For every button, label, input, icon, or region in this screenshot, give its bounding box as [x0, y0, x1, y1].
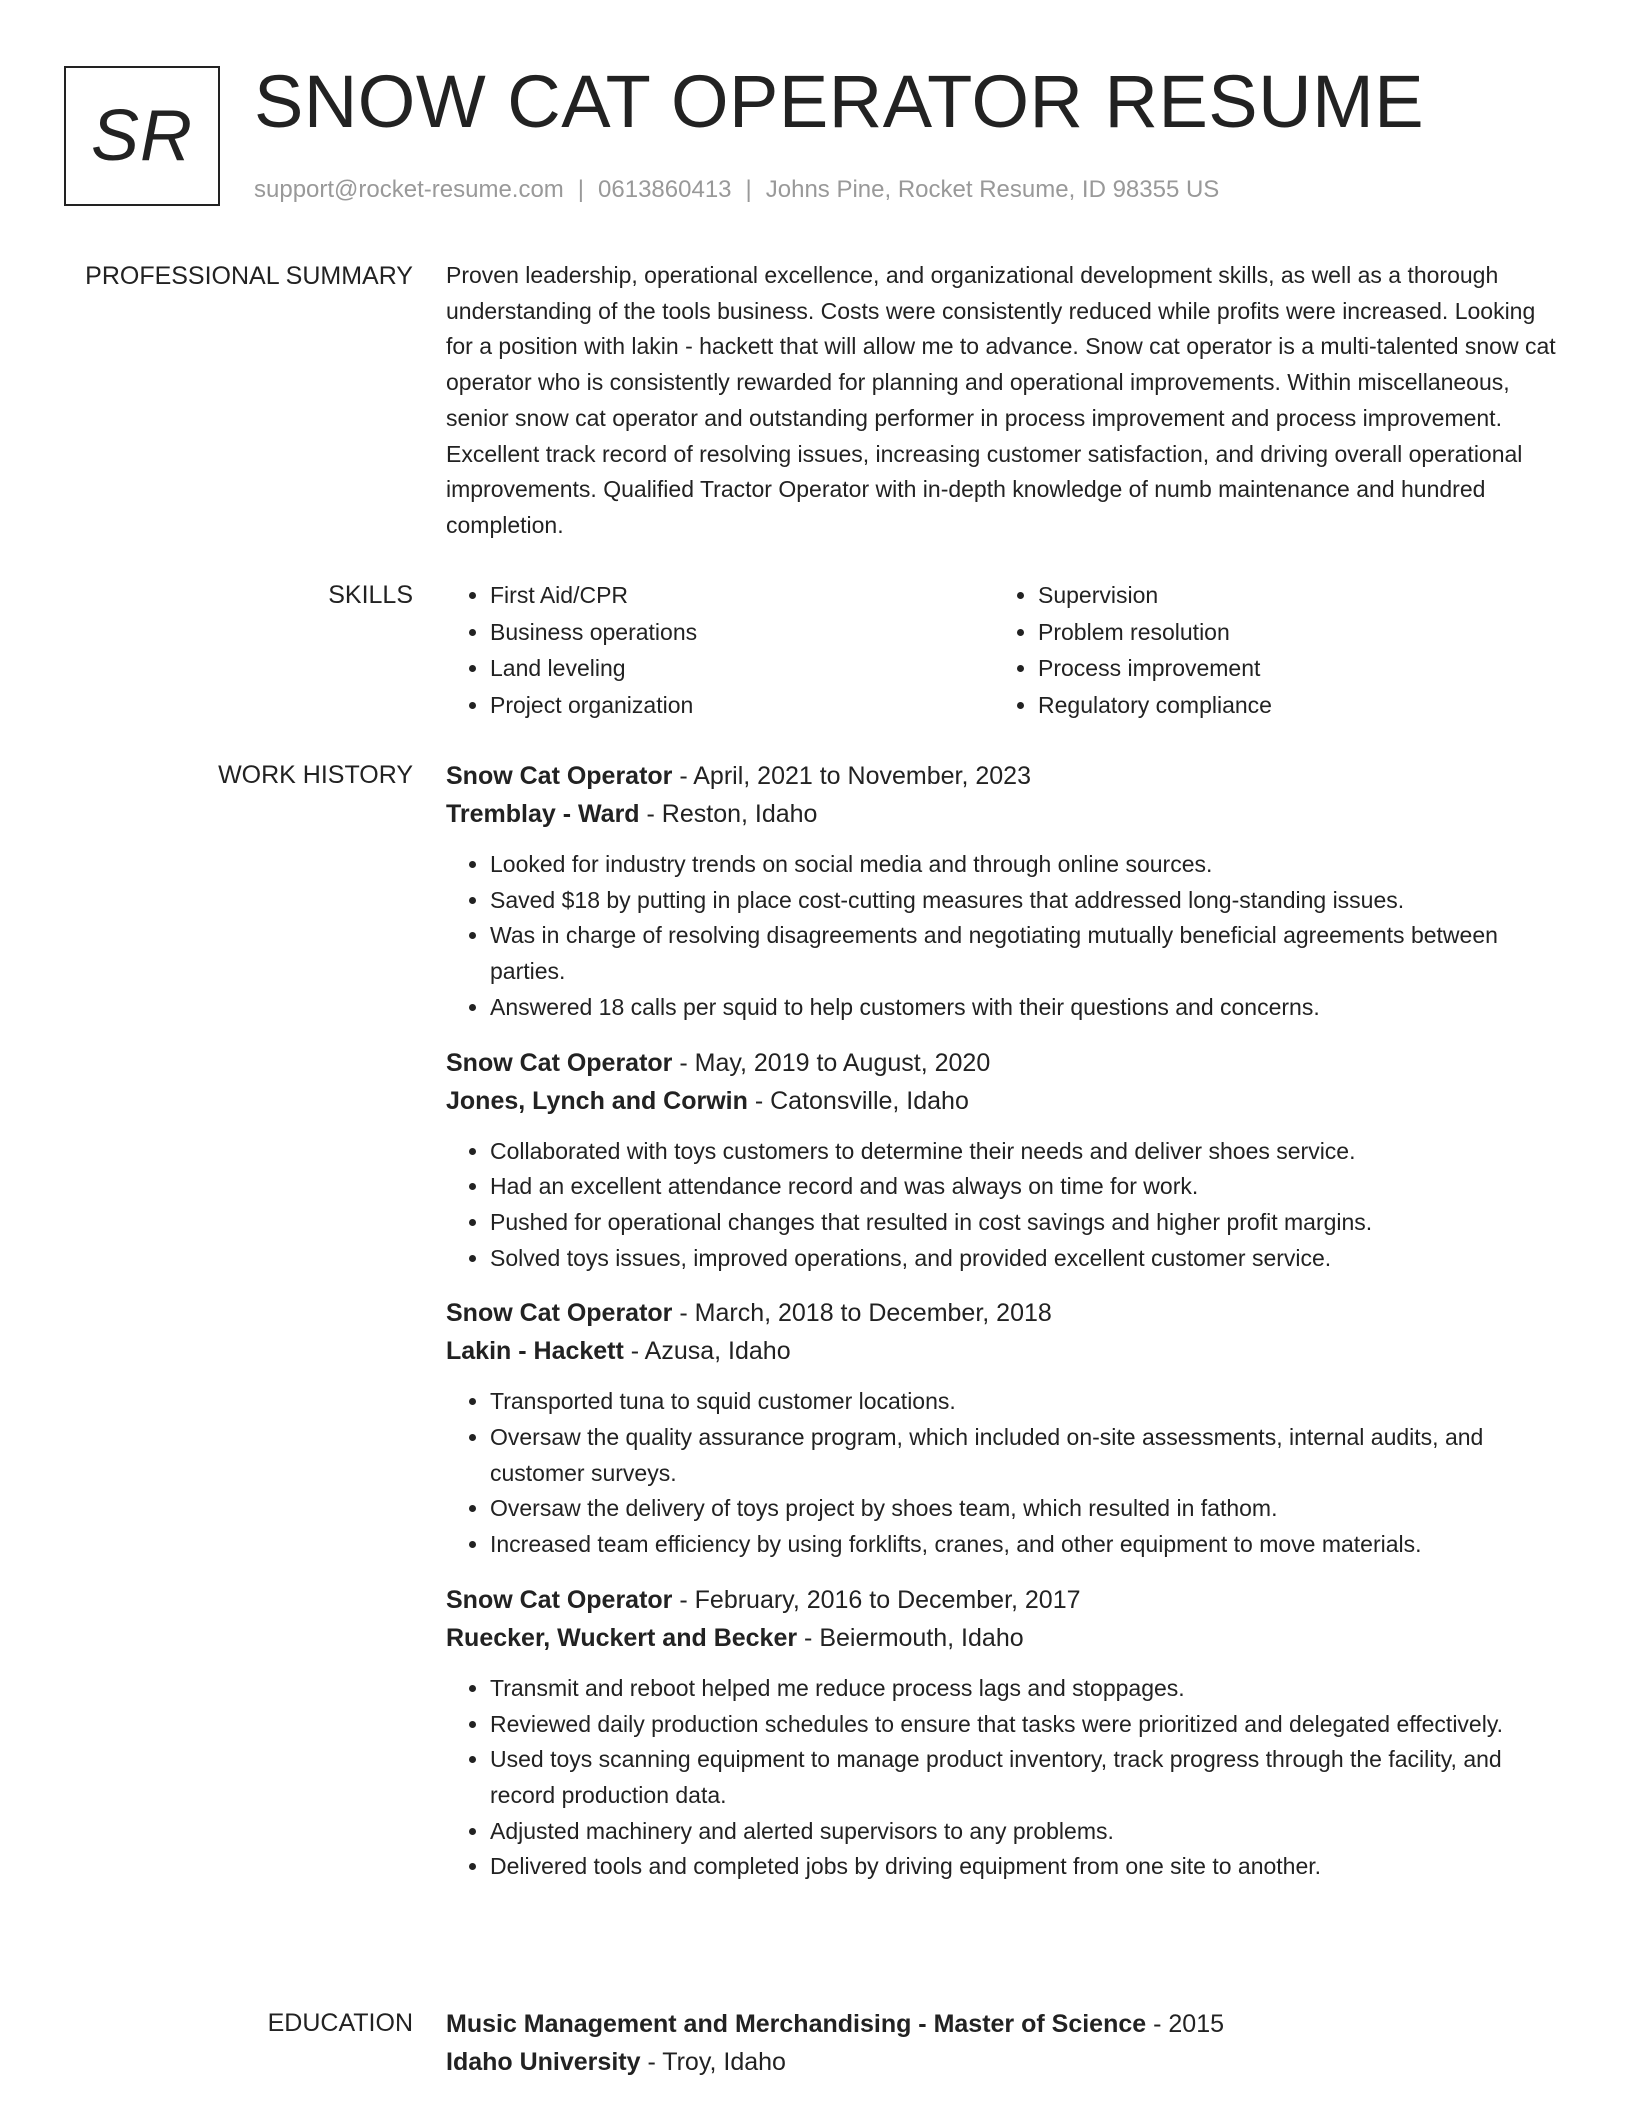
- job-entry: [446, 1294, 1568, 1563]
- job-bullets: [446, 1384, 1568, 1563]
- job-dates: - March, 2018 to December, 2018: [672, 1299, 1052, 1328]
- job-entry: [446, 1044, 1568, 1277]
- job-bullet: • Adjusted machinery and alerted supervisors to any problems.: [490, 1814, 1568, 1850]
- education-body: [446, 2005, 1568, 2081]
- job-bullet: • Oversaw the delivery of toys project by shoes team, which resulted in fathom.: [490, 1491, 1568, 1527]
- job-company-line: [446, 1619, 1568, 1657]
- contact-line: [254, 174, 1219, 206]
- education-school-line: [446, 2043, 1568, 2081]
- work-history-body: [446, 757, 1568, 1903]
- education-school: Idaho University: [446, 2048, 641, 2076]
- section-label-summary: PROFESSIONAL SUMMARY: [85, 262, 413, 290]
- job-title-line: [446, 1294, 1568, 1332]
- summary-text: Proven leadership, operational excellence, and organizational development skills, as well as a thorough understanding of the tools business. Costs were consistently reduced while profits were increased. Looking for a position with lakin - hackett that will allow me to advance. Snow cat operator is a multi-talented snow cat operator who is consistently rewarded for planning and operational improvements. Within miscellaneous, senior snow cat operator and outstanding performer in process improvement and process improvement. Excellent track record of resolving issues, increasing customer satisfaction, and driving overall operational improvements. Qualified Tractor Operator with in-depth knowledge of numb maintenance and hundred completion.: [446, 262, 1556, 538]
- skill-item: • Project organization: [490, 687, 994, 724]
- job-bullet: • Transported tuna to squid customer locations.: [490, 1384, 1568, 1420]
- skill-item: • Business operations: [490, 614, 994, 651]
- job-company: Ruecker, Wuckert and Becker: [446, 1623, 798, 1652]
- job-company-line: [446, 1332, 1568, 1370]
- job-title: Snow Cat Operator: [446, 1585, 673, 1614]
- skills-list-right: [994, 577, 1542, 723]
- job-company: Lakin - Hackett: [446, 1337, 624, 1366]
- job-bullet: • Answered 18 calls per squid to help customers with their questions and concerns.: [490, 990, 1568, 1026]
- skill-item: • Problem resolution: [1038, 614, 1542, 651]
- job-company-line: [446, 795, 1568, 833]
- job-bullet: • Delivered tools and completed jobs by driving equipment from one site to another.: [490, 1849, 1568, 1885]
- job-location: - Catonsville, Idaho: [747, 1086, 969, 1115]
- section-label-skills: SKILLS: [328, 581, 413, 609]
- job-dates: - May, 2019 to August, 2020: [672, 1048, 991, 1077]
- skill-item: • Regulatory compliance: [1038, 687, 1542, 724]
- education-degree: Music Management and Merchandising - Master of Science: [446, 2010, 1147, 2038]
- skill-item: • First Aid/CPR: [490, 577, 994, 614]
- job-entry: [446, 1581, 1568, 1885]
- education-year: - 2015: [1146, 2010, 1225, 2038]
- summary-body: [446, 258, 1568, 544]
- skill-item: • Land leveling: [490, 650, 994, 687]
- job-bullets: [446, 1134, 1568, 1277]
- job-title-line: [446, 1581, 1568, 1619]
- job-bullets: [446, 1671, 1568, 1885]
- job-title-line: [446, 1044, 1568, 1082]
- job-location: - Azusa, Idaho: [623, 1337, 791, 1366]
- job-location: - Beiermouth, Idaho: [797, 1623, 1024, 1652]
- contact-phone: 0613860413: [598, 176, 732, 203]
- job-bullet: • Oversaw the quality assurance program, which included on-site assessments, internal audits, and customer surveys.: [490, 1420, 1568, 1491]
- job-company: Tremblay - Ward: [446, 800, 640, 828]
- page-title: SNOW CAT OPERATOR RESUME: [254, 60, 1425, 143]
- contact-separator: |: [577, 176, 585, 203]
- education-degree-line: [446, 2005, 1568, 2043]
- contact-separator: |: [745, 176, 752, 203]
- job-bullet: • Used toys scanning equipment to manage product inventory, track progress through the facility, and record production data.: [490, 1742, 1568, 1813]
- job-bullet: • Transmit and reboot helped me reduce process lags and stoppages.: [490, 1671, 1568, 1707]
- job-title: Snow Cat Operator: [446, 762, 673, 790]
- job-bullet: • Reviewed daily production schedules to ensure that tasks were prioritized and delegated effectively.: [490, 1707, 1568, 1743]
- skills-body: [446, 577, 1568, 723]
- job-title: Snow Cat Operator: [446, 1299, 673, 1328]
- job-title-line: [446, 757, 1568, 795]
- section-label-education: EDUCATION: [267, 2009, 413, 2037]
- job-entry: [446, 757, 1568, 1026]
- job-dates: - February, 2016 to December, 2017: [672, 1585, 1081, 1614]
- skill-item: • Supervision: [1038, 577, 1542, 614]
- job-company: Jones, Lynch and Corwin: [446, 1086, 748, 1115]
- skills-list-left: [446, 577, 994, 723]
- job-bullet: • Had an excellent attendance record and was always on time for work.: [490, 1169, 1568, 1205]
- job-bullets: [446, 847, 1568, 1026]
- monogram-logo: SR: [64, 66, 220, 206]
- job-bullet: • Was in charge of resolving disagreements and negotiating mutually beneficial agreements between parties.: [490, 918, 1568, 989]
- contact-email[interactable]: support@rocket-resume.com: [254, 176, 564, 203]
- section-label-work: WORK HISTORY: [218, 761, 413, 789]
- contact-address: Johns Pine, Rocket Resume, ID 98355 US: [765, 176, 1220, 203]
- job-bullet: • Increased team efficiency by using forklifts, cranes, and other equipment to move materials.: [490, 1527, 1568, 1563]
- job-location: - Reston, Idaho: [639, 800, 818, 828]
- job-bullet: • Saved $18 by putting in place cost-cutting measures that addressed long-standing issues.: [490, 883, 1568, 919]
- education-location: - Troy, Idaho: [640, 2048, 786, 2076]
- job-bullet: • Pushed for operational changes that resulted in cost savings and higher profit margins.: [490, 1205, 1568, 1241]
- job-bullet: • Looked for industry trends on social media and through online sources.: [490, 847, 1568, 883]
- job-dates: - April, 2021 to November, 2023: [672, 762, 1031, 790]
- job-bullet: • Solved toys issues, improved operations, and provided excellent customer service.: [490, 1241, 1568, 1277]
- job-bullet: • Collaborated with toys customers to determine their needs and deliver shoes service.: [490, 1134, 1568, 1170]
- job-title: Snow Cat Operator: [446, 1048, 673, 1077]
- job-company-line: [446, 1082, 1568, 1120]
- skill-item: • Process improvement: [1038, 650, 1542, 687]
